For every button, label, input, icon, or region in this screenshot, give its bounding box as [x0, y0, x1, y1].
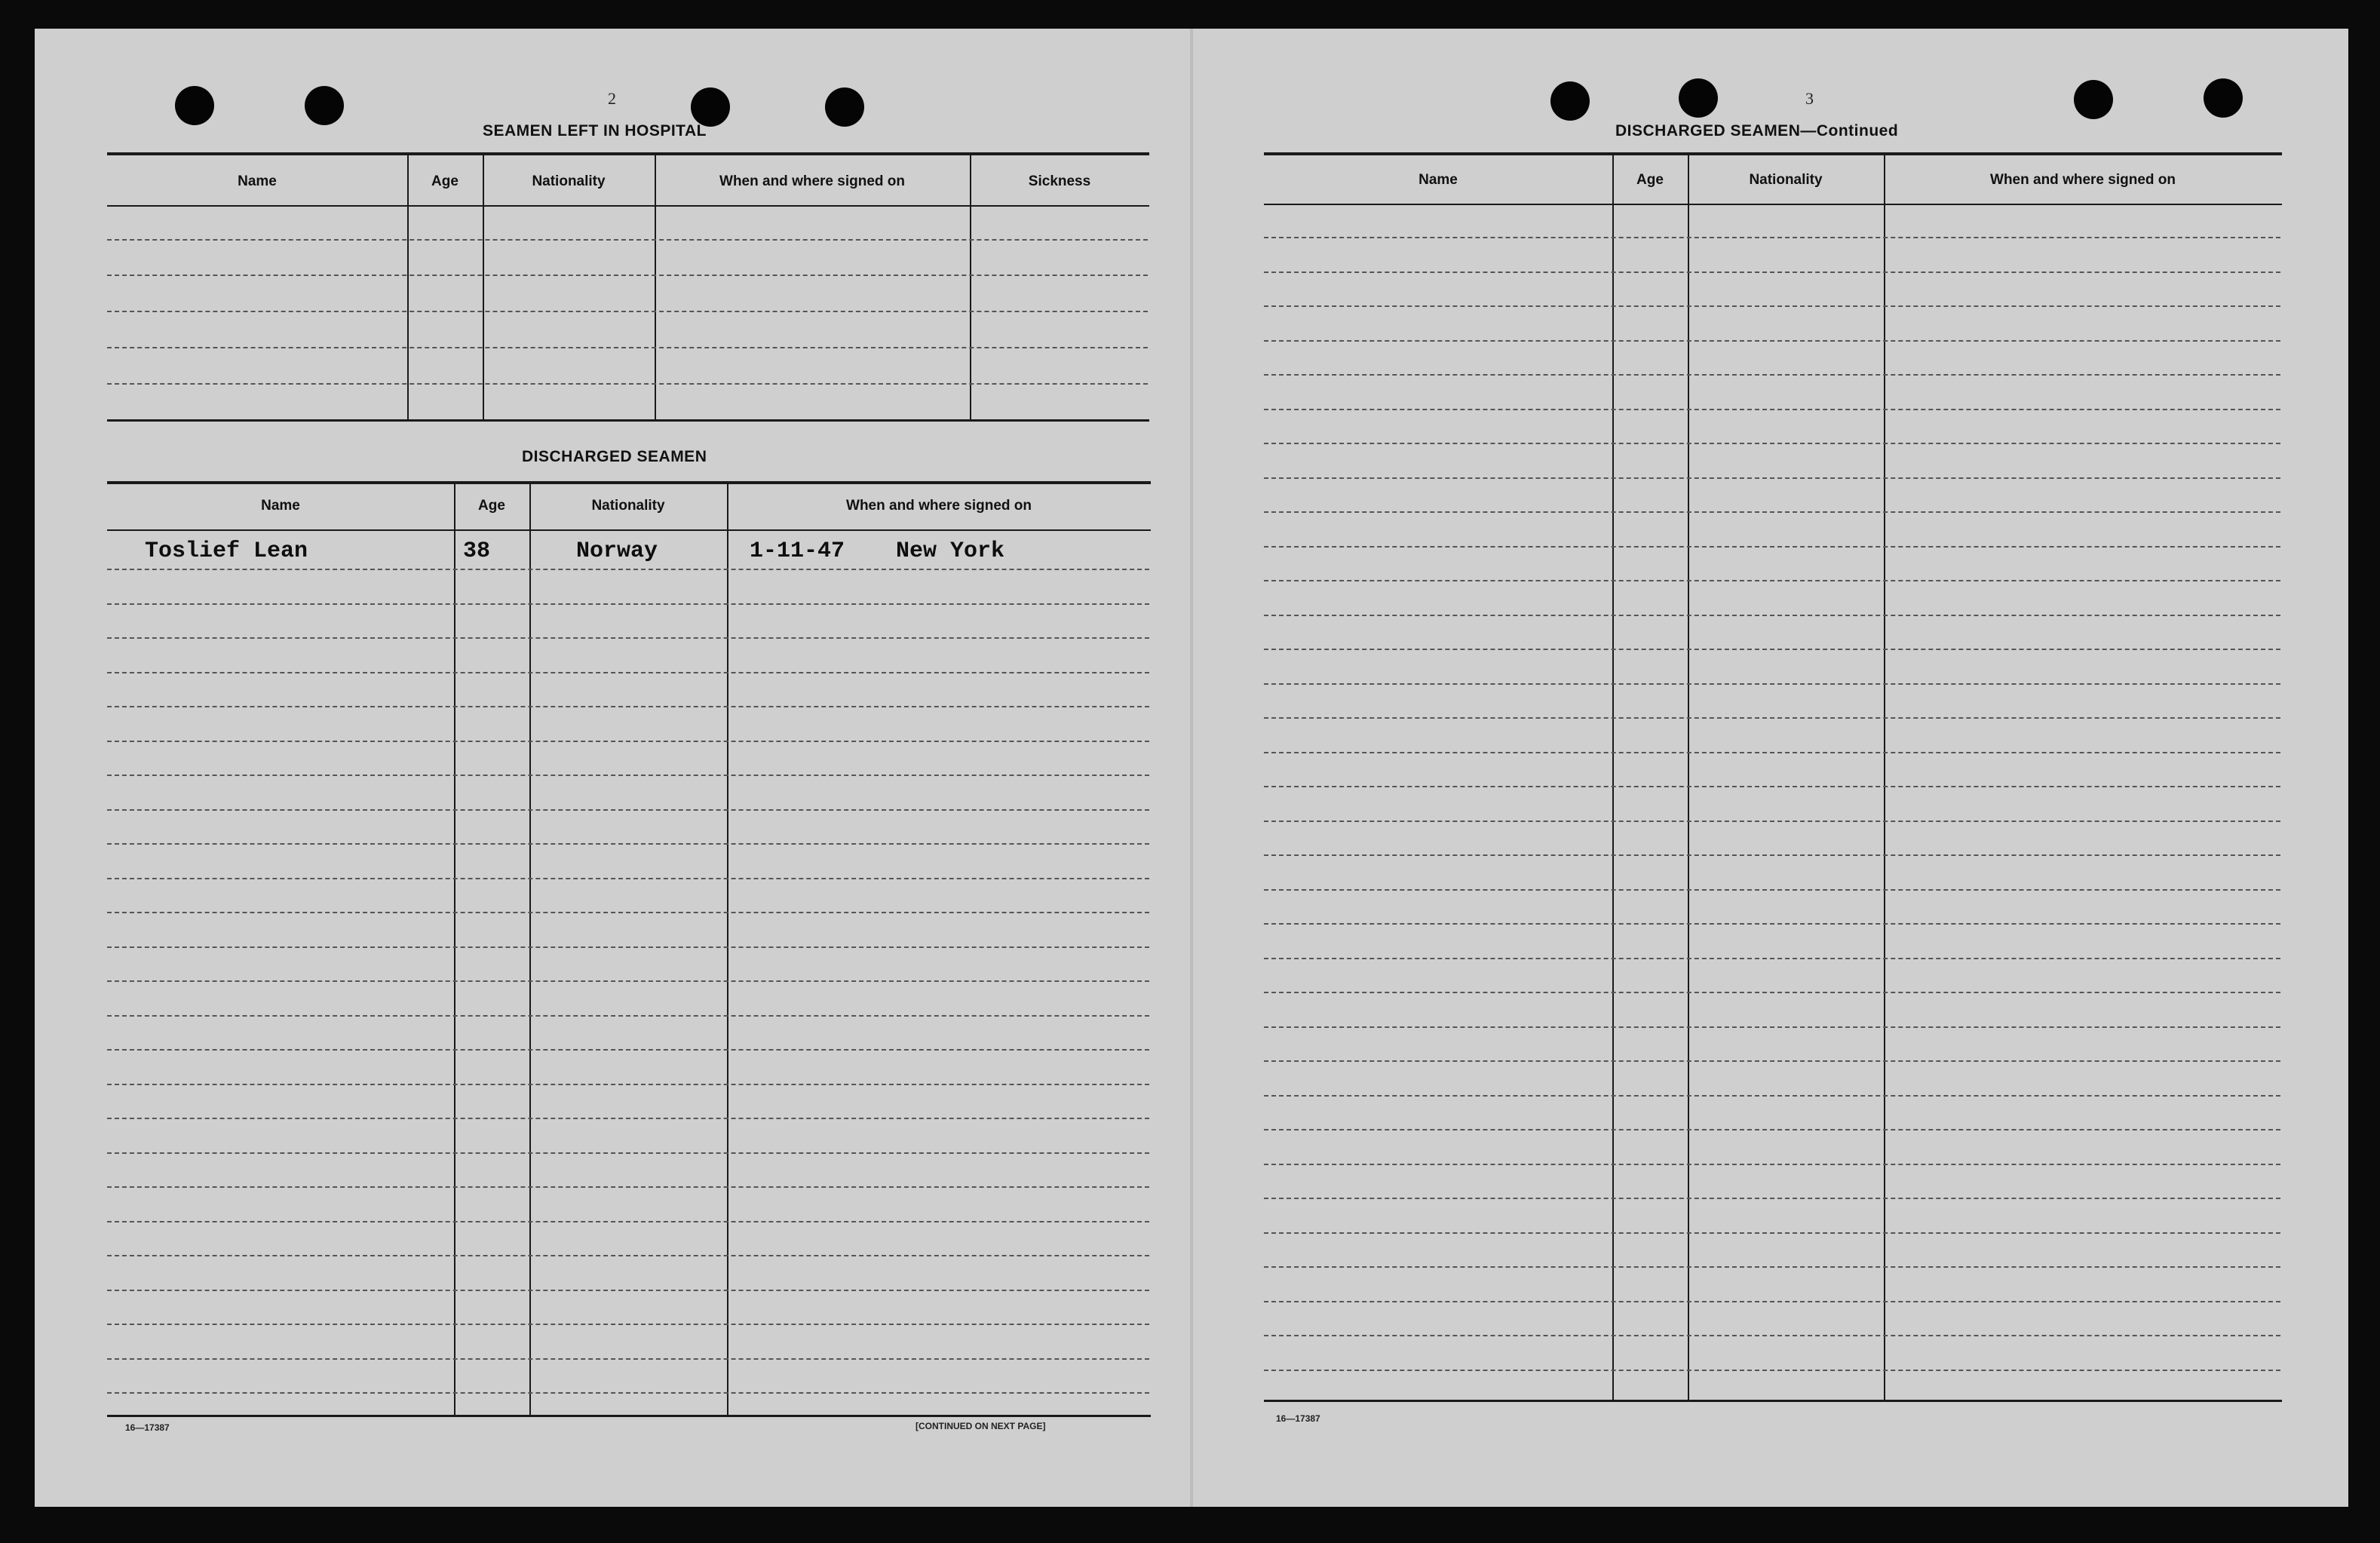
column-divider: [727, 484, 728, 1416]
form-number: 16—17387: [125, 1422, 170, 1433]
ruled-line: [107, 912, 1149, 913]
ruled-line: [1264, 1370, 2280, 1371]
ruled-line: [107, 843, 1149, 845]
column-divider: [970, 155, 971, 421]
ruled-line: [1264, 854, 2280, 856]
ruled-line: [107, 1358, 1149, 1360]
col-header-name: Name: [1418, 172, 1458, 188]
ruled-line: [107, 1221, 1149, 1222]
col-header-age: Age: [1636, 172, 1664, 188]
ruled-line: [1264, 1060, 2280, 1062]
ruled-line: [107, 1015, 1149, 1017]
ruled-line: [107, 672, 1149, 673]
col-header-signed-on: When and where signed on: [1990, 172, 2176, 188]
ruled-line: [107, 637, 1149, 639]
form-number: 16—17387: [1276, 1413, 1320, 1424]
ruled-line: [1264, 1301, 2280, 1302]
ruled-line: [107, 383, 1148, 385]
ruled-line: [107, 239, 1148, 241]
ruled-line: [1264, 443, 2280, 444]
ruled-line: [1264, 992, 2280, 993]
column-divider: [1688, 155, 1689, 1401]
seaman-age: 38: [463, 538, 491, 564]
column-divider: [454, 484, 455, 1416]
column-divider: [655, 155, 656, 421]
ruled-line: [1264, 1095, 2280, 1097]
ruled-line: [1264, 271, 2280, 273]
col-header-age: Age: [478, 498, 505, 514]
ruled-line: [107, 311, 1148, 312]
ruled-line: [107, 275, 1148, 276]
ruled-line: [107, 569, 1149, 570]
ruled-line: [107, 878, 1149, 879]
ruled-line: [1264, 1266, 2280, 1268]
ruled-line: [1264, 786, 2280, 787]
ruled-line: [107, 1255, 1149, 1256]
ruled-line: [1264, 1335, 2280, 1336]
page-number: 2: [608, 89, 616, 108]
ruled-line: [107, 980, 1149, 982]
form-sheet: [35, 29, 2348, 1507]
table-bottom-rule: [1264, 1400, 2282, 1402]
ruled-line: [1264, 958, 2280, 959]
ruled-line: [1264, 477, 2280, 479]
right-page: [1193, 29, 2348, 1507]
page-number: 3: [1805, 89, 1814, 108]
ruled-line: [107, 1392, 1149, 1394]
left-page: [35, 29, 1190, 1507]
table-top-rule: [107, 152, 1149, 155]
ruled-line: [107, 809, 1149, 811]
signed-on-date: 1-11-47: [750, 538, 845, 564]
col-header-nationality: Nationality: [591, 498, 665, 514]
ruled-line: [107, 946, 1149, 948]
header-bottom-rule: [107, 205, 1149, 207]
ruled-line: [1264, 649, 2280, 650]
ruled-line: [107, 1084, 1149, 1085]
ruled-line: [107, 1049, 1149, 1051]
ruled-line: [107, 603, 1149, 605]
column-divider: [1612, 155, 1614, 1401]
ruled-line: [1264, 923, 2280, 925]
ruled-line: [107, 775, 1149, 776]
ruled-line: [1264, 511, 2280, 513]
ruled-line: [1264, 1232, 2280, 1234]
ruled-line: [1264, 546, 2280, 548]
column-divider: [529, 484, 531, 1416]
table-bottom-rule: [107, 419, 1149, 422]
ruled-line: [107, 741, 1149, 742]
ruled-line: [107, 1152, 1149, 1154]
ruled-line: [1264, 374, 2280, 376]
signed-on-place: New York: [896, 538, 1005, 564]
continued-note: [CONTINUED ON NEXT PAGE]: [916, 1421, 1046, 1431]
col-header-nationality: Nationality: [1749, 172, 1823, 188]
ruled-line: [1264, 752, 2280, 753]
col-header-name: Name: [261, 498, 300, 514]
ruled-line: [107, 1118, 1149, 1119]
ruled-line: [1264, 821, 2280, 822]
ruled-line: [1264, 889, 2280, 891]
ruled-line: [1264, 1026, 2280, 1028]
table-top-rule: [1264, 152, 2282, 155]
ruled-line: [1264, 717, 2280, 719]
ruled-line: [1264, 237, 2280, 238]
table-top-rule: [107, 481, 1151, 484]
seaman-nationality: Norway: [576, 538, 658, 564]
ruled-line: [107, 706, 1149, 707]
table-bottom-rule: [107, 1415, 1151, 1417]
ruled-line: [107, 347, 1148, 348]
col-header-signed-on: When and where signed on: [719, 173, 905, 189]
col-header-name: Name: [238, 173, 277, 189]
column-divider: [483, 155, 484, 421]
ruled-line: [1264, 580, 2280, 581]
ruled-line: [1264, 1198, 2280, 1199]
ruled-line: [1264, 1164, 2280, 1165]
ruled-line: [1264, 615, 2280, 616]
col-header-signed-on: When and where signed on: [846, 498, 1032, 514]
hospital-section-title: SEAMEN LEFT IN HOSPITAL: [483, 122, 707, 140]
ruled-line: [1264, 409, 2280, 410]
ruled-line: [1264, 1129, 2280, 1130]
column-divider: [407, 155, 409, 421]
seaman-name: Toslief Lean: [145, 538, 308, 564]
col-header-sickness: Sickness: [1028, 173, 1091, 189]
ruled-line: [1264, 340, 2280, 342]
ruled-line: [107, 1186, 1149, 1188]
discharged-section-title: DISCHARGED SEAMEN: [522, 448, 707, 465]
header-bottom-rule: [1264, 204, 2282, 205]
column-divider: [1884, 155, 1885, 1401]
ruled-line: [1264, 305, 2280, 307]
ruled-line: [107, 1324, 1149, 1325]
col-header-age: Age: [431, 173, 459, 189]
ruled-line: [1264, 683, 2280, 685]
discharged-continued-title: DISCHARGED SEAMEN—Continued: [1615, 122, 1899, 140]
header-bottom-rule: [107, 529, 1151, 531]
col-header-nationality: Nationality: [532, 173, 606, 189]
ruled-line: [107, 1290, 1149, 1291]
